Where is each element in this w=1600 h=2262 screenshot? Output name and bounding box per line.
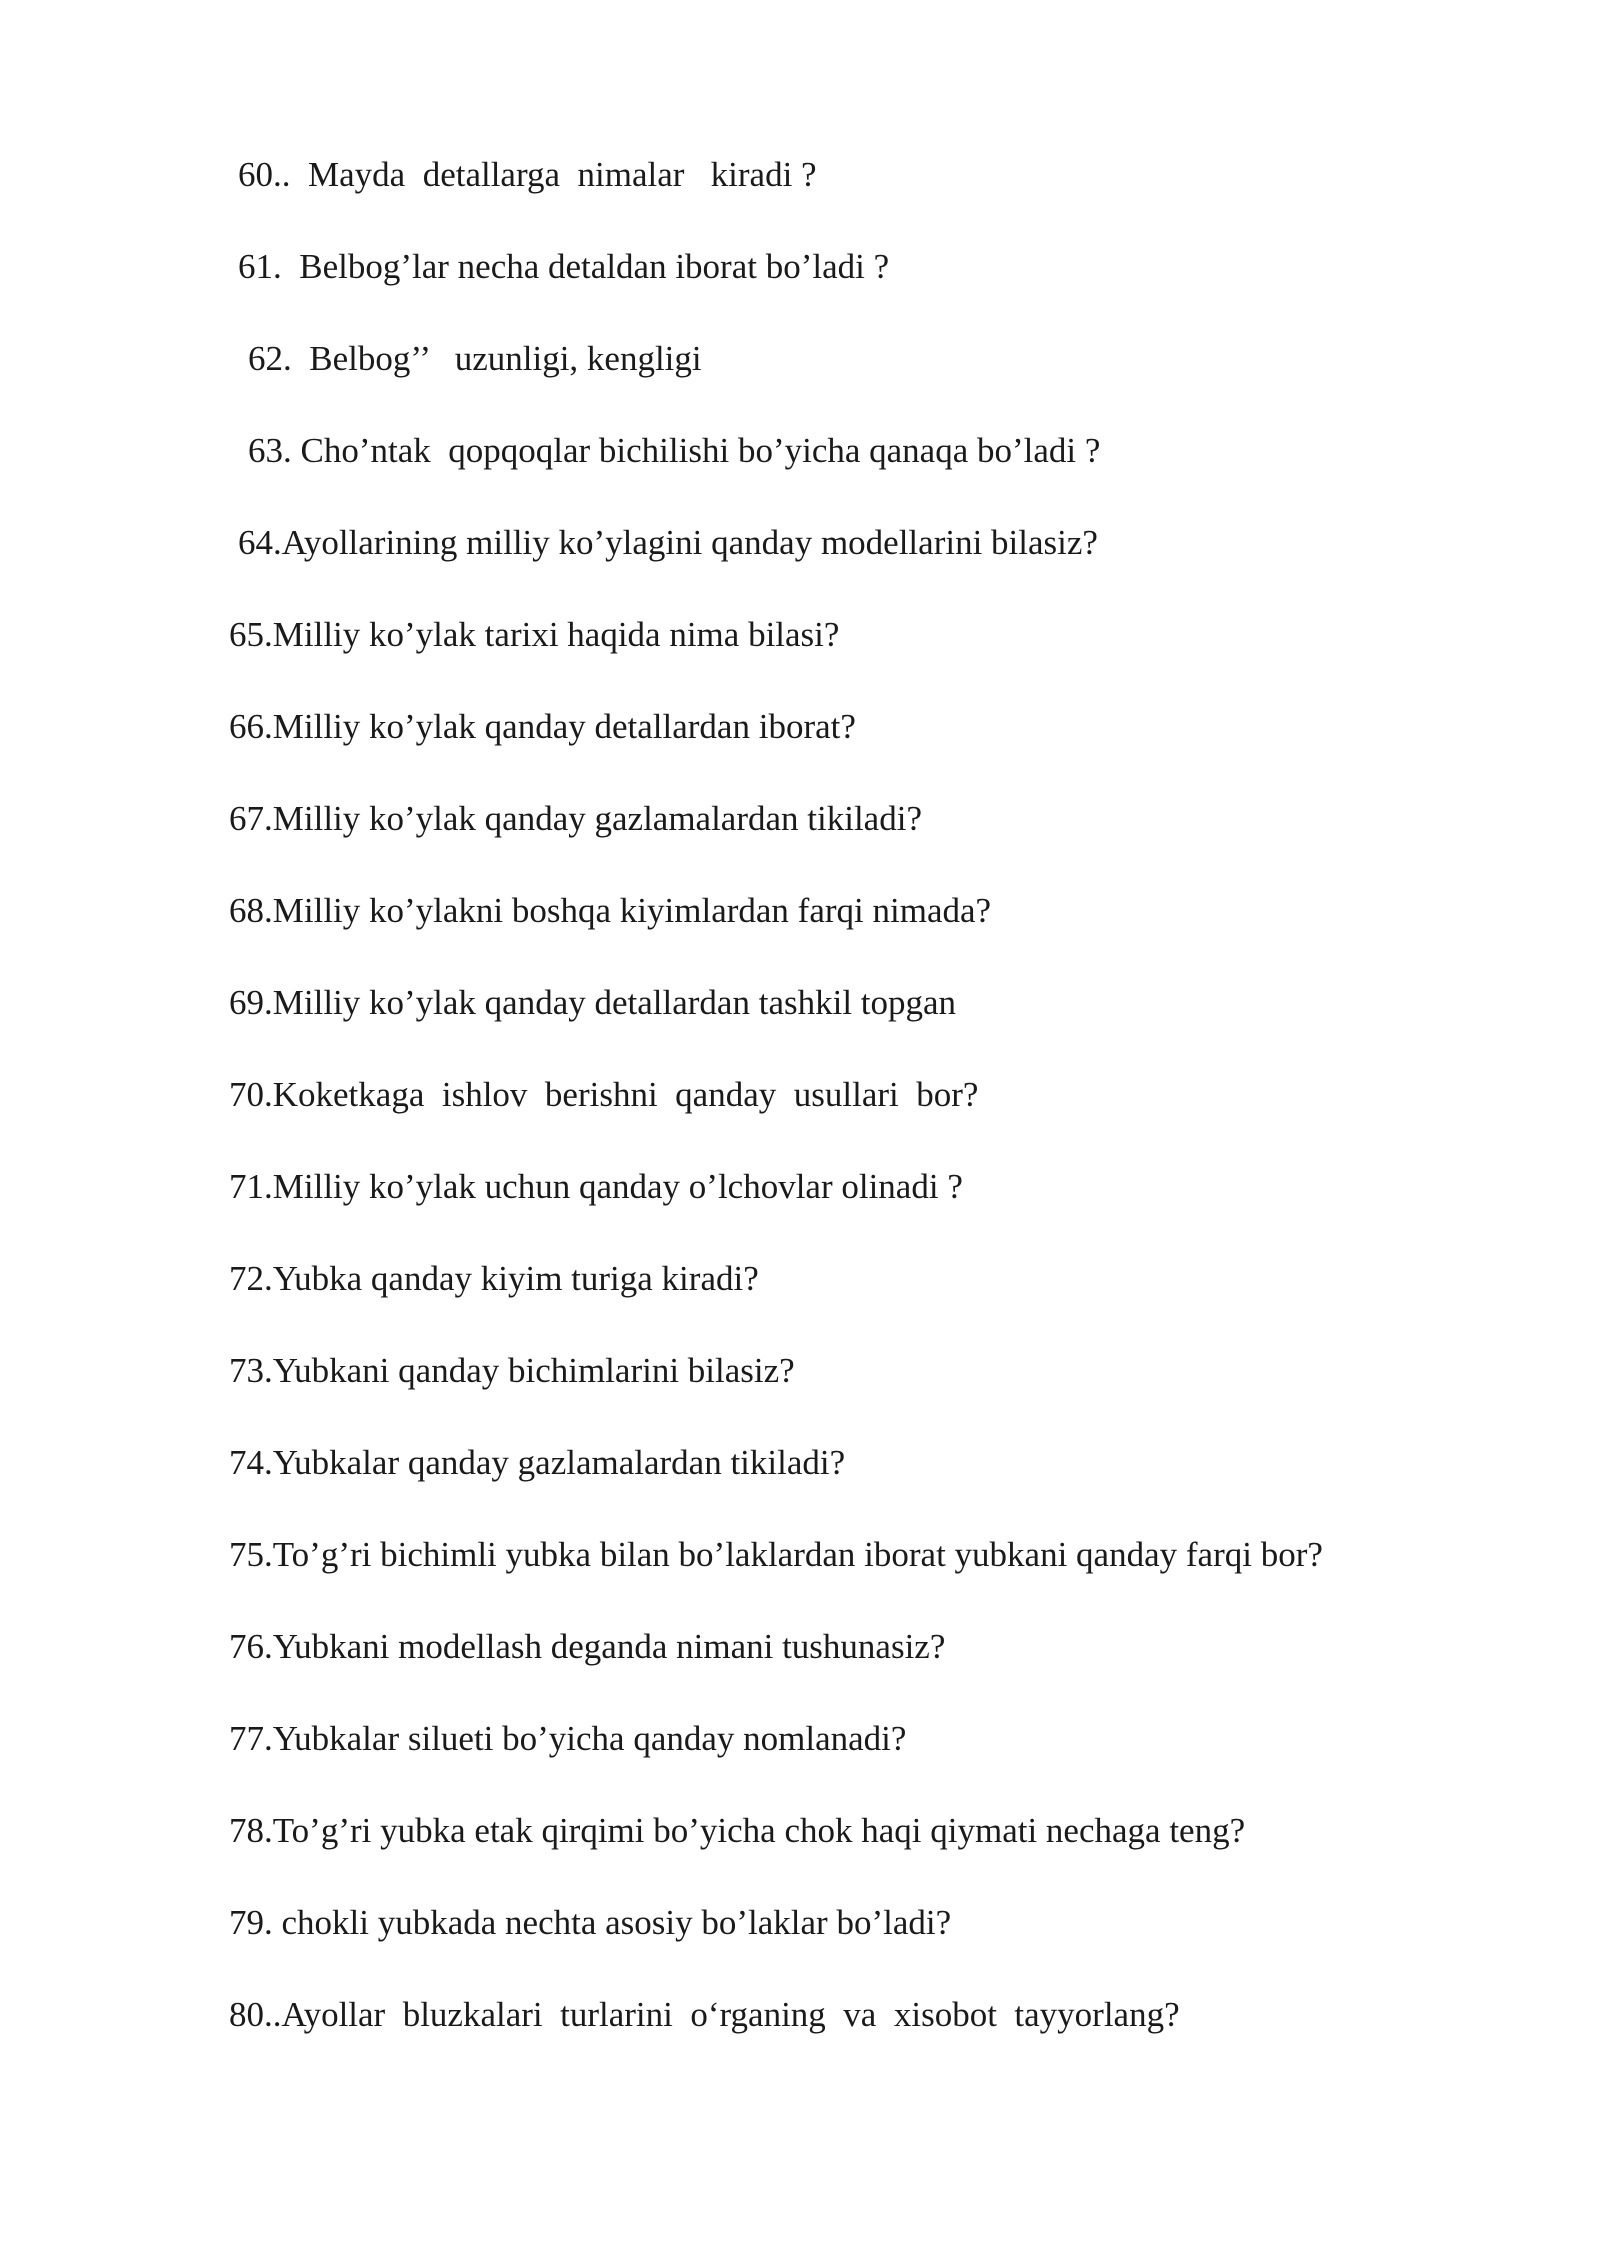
question-64: 64.Ayollarining milliy ko’ylagini qanday modellarini bilasiz? bbox=[238, 523, 1098, 562]
question-60: 60.. Mayda detallarga nimalar kiradi ? bbox=[238, 155, 817, 194]
question-77: 77.Yubkalar silueti bo’yicha qanday nomlanadi? bbox=[229, 1719, 907, 1758]
question-72: 72.Yubka qanday kiyim turiga kiradi? bbox=[229, 1259, 759, 1298]
question-61: 61. Belbog’lar necha detaldan iborat bo’ladi ? bbox=[238, 247, 890, 286]
question-68: 68.Milliy ko’ylakni boshqa kiyimlardan farqi nimada? bbox=[229, 891, 992, 930]
question-69: 69.Milliy ko’ylak qanday detallardan tashkil topgan bbox=[229, 983, 957, 1022]
question-79: 79. chokli yubkada nechta asosiy bo’laklar bo’ladi? bbox=[229, 1903, 952, 1942]
question-71: 71.Milliy ko’ylak uchun qanday o’lchovlar olinadi ? bbox=[229, 1167, 963, 1206]
question-80: 80..Ayollar bluzkalari turlarini o‘rganing va xisobot tayyorlang? bbox=[229, 1995, 1180, 2034]
question-63: 63. Cho’ntak qopqoqlar bichilishi bo’yicha qanaqa bo’ladi ? bbox=[248, 431, 1101, 470]
question-73: 73.Yubkani qanday bichimlarini bilasiz? bbox=[229, 1351, 795, 1390]
question-66: 66.Milliy ko’ylak qanday detallardan iborat? bbox=[229, 707, 856, 746]
question-67: 67.Milliy ko’ylak qanday gazlamalardan tikiladi? bbox=[229, 799, 922, 838]
question-62: 62. Belbog’’ uzunligi, kengligi bbox=[248, 339, 702, 378]
question-75: 75.To’g’ri bichimli yubka bilan bo’laklardan iborat yubkani qanday farqi bor? bbox=[229, 1535, 1323, 1574]
question-78: 78.To’g’ri yubka etak qirqimi bo’yicha chok haqi qiymati nechaga teng? bbox=[229, 1811, 1246, 1850]
question-76: 76.Yubkani modellash deganda nimani tushunasiz? bbox=[229, 1627, 946, 1666]
question-65: 65.Milliy ko’ylak tarixi haqida nima bilasi? bbox=[229, 615, 840, 654]
question-70: 70.Koketkaga ishlov berishni qanday usullari bor? bbox=[229, 1075, 979, 1114]
question-74: 74.Yubkalar qanday gazlamalardan tikiladi? bbox=[229, 1443, 846, 1482]
